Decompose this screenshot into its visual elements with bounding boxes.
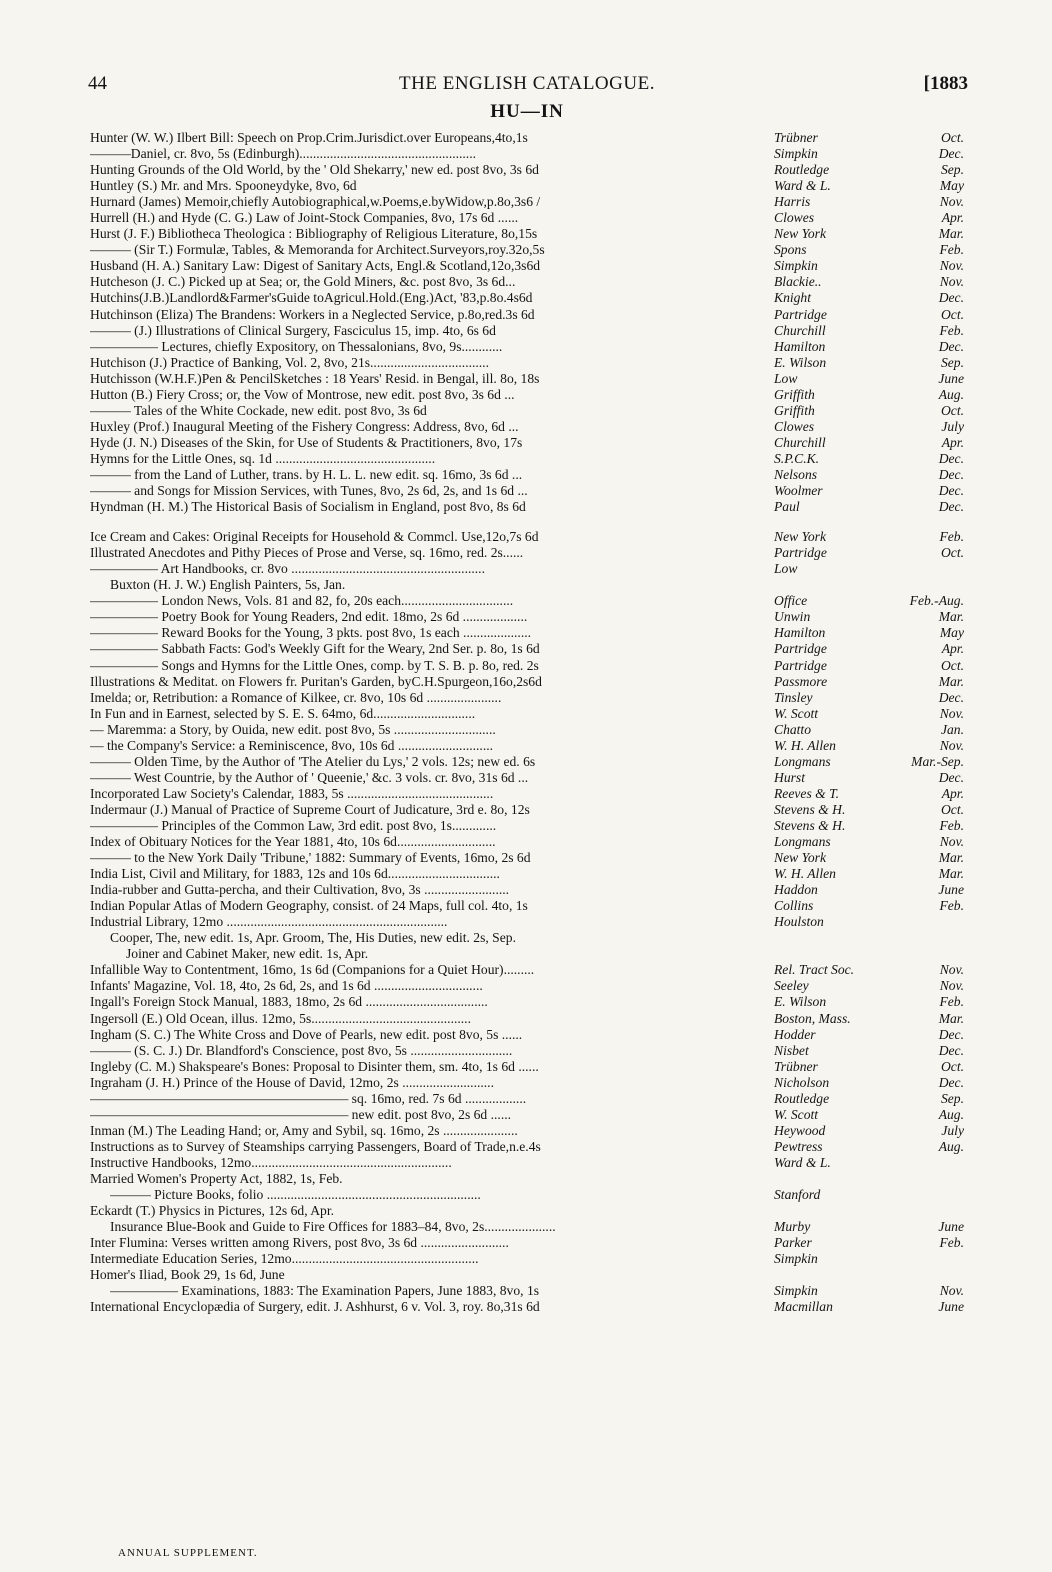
entry-month: Sep. [940,162,964,178]
entry-title: Instructions as to Survey of Steamships carrying Passengers, Board of Trade,n.e.4s [90,1138,541,1154]
catalogue-entry [90,1203,964,1219]
catalogue-entry [90,130,964,146]
page-title: THE ENGLISH CATALOGUE. [399,73,655,94]
entry-month: Dec. [938,769,964,785]
entry-title: ——————————————————— sq. 16mo, red. 7s 6d .................. [90,1090,527,1106]
entry-title: ——— to the New York Daily 'Tribune,' 1882: Summary of Events, 16mo, 2s 6d [90,850,531,866]
catalogue-entry [90,786,964,802]
entry-publisher: E. Wilson [774,354,827,370]
entry-publisher: Low [774,561,798,577]
entry-title: Huntley (S.) Mr. and Mrs. Spooneydyke, 8vo, 6d [90,178,357,194]
section-heading: HU—IN [490,101,564,122]
entry-publisher: Partridge [774,306,827,322]
entry-publisher: Seeley [774,978,809,994]
entry-publisher: New York [774,850,826,866]
entry-title: Eckardt (T.) Physics in Pictures, 12s 6d, Apr. [90,1203,335,1219]
entry-month: Oct. [940,801,964,817]
entry-title: ———Daniel, cr. 8vo, 5s (Edinburgh).................................................... [90,146,477,162]
entry-title: ————— Poetry Book for Young Readers, 2nd edit. 18mo, 2s 6d ................... [90,609,528,625]
catalogue-entry [90,577,964,593]
entry-month: July [941,1122,964,1138]
entry-month: Sep. [940,354,964,370]
entry-month: Dec. [938,338,964,354]
entry-month: Feb.-Aug. [909,593,964,609]
entry-publisher: Nicholson [774,1074,830,1090]
entry-title: Joiner and Cabinet Maker, new edit. 1s, Apr. [126,946,369,962]
entry-title: Hutton (B.) Fiery Cross; or, the Vow of Montrose, new edit. post 8vo, 3s 6d ... [90,386,515,402]
catalogue-entry [90,850,964,866]
entry-title: Hurnard (James) Memoir,chiefly Autobiographical,w.Poems,e.byWidow,p.8o,3s6 / [90,194,541,210]
catalogue-entry [90,946,964,962]
catalogue-entry [90,499,964,515]
entry-title: Inter Flumina: Verses written among Rivers, post 8vo, 3s 6d .......................... [90,1235,509,1251]
entry-title: Hurst (J. F.) Bibliotheca Theologica : Bibliography of Religious Literature, 8o,15s [90,226,538,242]
entry-month: Feb. [939,242,964,258]
catalogue-entry [90,690,964,706]
entry-publisher: Clowes [774,418,815,434]
entry-publisher: Haddon [774,882,818,898]
entry-list [90,130,964,1315]
entry-title: Industrial Library, 12mo ................................................................. [90,914,448,930]
catalogue-entry [90,339,964,355]
entry-title: India-rubber and Gutta-percha, and their Cultivation, 8vo, 3s ......................... [90,882,510,898]
catalogue-entry [90,994,964,1010]
catalogue-entry [90,467,964,483]
entry-title: ————— London News, Vols. 81 and 82, fo, 20s each................................. [90,593,514,609]
entry-month: Nov. [939,978,964,994]
catalogue-entry [90,1219,964,1235]
entry-publisher: Murby [774,1219,811,1235]
entry-title: ——————————————————— new edit. post 8vo, 2s 6d ...... [90,1106,512,1122]
catalogue-entry [90,1155,964,1171]
catalogue-entry [90,593,964,609]
entry-publisher: Knight [774,290,812,306]
catalogue-entry [90,307,964,323]
entry-month: Dec. [938,466,964,482]
entry-publisher: Woolmer [774,483,823,499]
entry-publisher: W. Scott [774,705,819,721]
entry-title: Hutchison (J.) Practice of Banking, Vol. 2, 8vo, 21s................................... [90,354,489,370]
entry-publisher: Spons [774,242,807,258]
entry-publisher: W. H. Allen [774,866,836,882]
catalogue-entry [90,1059,964,1075]
entry-publisher: Simpkin [774,1251,818,1267]
entry-month: Mar.-Sep. [911,753,964,769]
entry-publisher: Heywood [774,1122,826,1138]
entry-title: Insurance Blue-Book and Guide to Fire Offices for 1883–84, 8vo, 2s..................... [110,1219,556,1235]
entry-publisher: Harris [774,194,811,210]
entry-publisher: Simpkin [774,146,818,162]
entry-month: Aug. [938,1138,964,1154]
entry-month: Oct. [940,306,964,322]
entry-title: Ingham (S. C.) The White Cross and Dove of Pearls, new edit. post 8vo, 5s ...... [90,1026,523,1042]
entry-title: ——— Olden Time, by the Author of 'The Atelier du Lys,' 2 vols. 12s; new ed. 6s [90,753,536,769]
catalogue-entry [90,435,964,451]
section-gap [90,515,964,529]
entry-publisher: Boston, Mass. [774,1010,851,1026]
catalogue-entry [90,738,964,754]
entry-month: July [941,418,964,434]
entry-title: Imelda; or, Retribution: a Romance of Kilkee, cr. 8vo, 10s 6d ...................... [90,689,502,705]
catalogue-entry [90,226,964,242]
catalogue-entry [90,898,964,914]
catalogue-entry [90,1267,964,1283]
entry-title: Illustrations & Meditat. on Flowers fr. Puritan's Garden, byC.H.Spurgeon,16o,2s6d [90,673,542,689]
entry-publisher: Partridge [774,641,827,657]
entry-month: Oct. [940,402,964,418]
entry-month: Dec. [938,450,964,466]
page-year: [1883 [923,73,968,94]
entry-month: Nov. [939,1283,964,1299]
entry-title: ————— Art Handbooks, cr. 8vo ......................................................... [90,561,485,577]
catalogue-entry [90,978,964,994]
entry-title: Ingraham (J. H.) Prince of the House of David, 12mo, 2s ........................... [90,1074,494,1090]
entry-month: Nov. [939,834,964,850]
entry-title: In Fun and in Earnest, selected by S. E. S. 64mo, 6d.............................. [90,705,476,721]
entry-title: Ingleby (C. M.) Shakspeare's Bones: Proposal to Disinter them, sm. 4to, 1s 6d ...... [90,1058,539,1074]
entry-title: ——— (J.) Illustrations of Clinical Surgery, Fasciculus 15, imp. 4to, 6s 6d [90,322,496,338]
entry-title: Huxley (Prof.) Inaugural Meeting of the Fishery Congress: Address, 8vo, 6d ... [90,418,519,434]
catalogue-entry [90,545,964,561]
entry-publisher: Paul [774,499,800,515]
entry-title: — Maremma: a Story, by Ouida, new edit. post 8vo, 5s .............................. [90,721,496,737]
footer-note: ANNUAL SUPPLEMENT. [118,1547,258,1559]
entry-month: Oct. [940,1058,964,1074]
entry-title: ——— (S. C. J.) Dr. Blandford's Conscience, post 8vo, 5s .............................. [90,1042,513,1058]
entry-title: Incorporated Law Society's Calendar, 1883, 5s ........................................... [90,785,494,801]
entry-month: Nov. [939,274,964,290]
catalogue-entry [90,1139,964,1155]
catalogue-entry [90,962,964,978]
catalogue-entry [90,561,964,577]
entry-publisher: Ward & L. [774,178,831,194]
catalogue-entry [90,258,964,274]
entry-publisher: Office [774,593,808,609]
entry-publisher: Routledge [774,162,830,178]
entry-publisher: Hodder [774,1026,816,1042]
entry-month: Oct. [940,130,964,145]
catalogue-entry [90,674,964,690]
entry-title: Infallible Way to Contentment, 16mo, 1s 6d (Companions for a Quiet Hour)......... [90,962,535,978]
entry-title: Hymns for the Little Ones, sq. 1d ............................................... [90,450,436,466]
entry-month: Mar. [938,850,964,866]
entry-publisher: Longmans [774,834,831,850]
entry-title: ————— Sabbath Facts: God's Weekly Gift for the Weary, 2nd Ser. p. 8o, 1s 6d [90,641,540,657]
entry-title: ————— Reward Books for the Young, 3 pkts. post 8vo, 1s each .................... [90,625,532,641]
catalogue-entry [90,194,964,210]
entry-title: Ice Cream and Cakes: Original Receipts for Household & Commcl. Use,12o,7s 6d [90,529,539,545]
entry-title: ——— (Sir T.) Formulæ, Tables, & Memoranda for Architect.Surveyors,roy.32o,5s [90,242,545,258]
entry-month: Dec. [938,1026,964,1042]
entry-publisher: Low [774,370,798,386]
entry-publisher: Partridge [774,545,827,561]
entry-title: — the Company's Service: a Reminiscence, 8vo, 10s 6d ............................ [90,737,494,753]
entry-title: Index of Obituary Notices for the Year 1881, 4to, 10s 6d............................. [90,834,496,850]
entry-publisher: Tinsley [774,689,813,705]
catalogue-entry [90,1091,964,1107]
entry-publisher: Simpkin [774,258,818,274]
catalogue-entry [90,387,964,403]
entry-publisher: Nelsons [774,466,818,482]
catalogue-entry [90,451,964,467]
entry-publisher: Parker [774,1235,812,1251]
entry-publisher: E. Wilson [774,994,827,1010]
entry-month: Apr. [941,641,964,657]
entry-publisher: S.P.C.K. [774,450,820,466]
catalogue-entry [90,1011,964,1027]
catalogue-entry [90,403,964,419]
catalogue-entry [90,1251,964,1267]
entry-title: Hutchisson (W.H.F.)Pen & PencilSketches : 18 Years' Resid. in Bengal, ill. 8o, 18s [90,370,540,386]
entry-month: Sep. [940,1090,964,1106]
catalogue-entry [90,529,964,545]
entry-month: June [938,370,964,386]
catalogue-entry [90,323,964,339]
entry-month: Apr. [941,785,964,801]
entry-month: Mar. [938,1010,964,1026]
entry-publisher: Trübner [774,1058,818,1074]
entry-publisher: Churchill [774,322,826,338]
entry-publisher: Houlston [774,914,824,930]
entry-publisher: New York [774,529,826,545]
entry-month: Mar. [938,609,964,625]
entry-title: ——— from the Land of Luther, trans. by H. L. L. new edit. sq. 16mo, 3s 6d ... [90,466,523,482]
entry-title: Intermediate Education Series, 12mo....................................................... [90,1251,479,1267]
entry-title: ——— and Songs for Mission Services, with Tunes, 8vo, 2s 6d, 2s, and 1s 6d ... [90,483,528,499]
catalogue-entry [90,706,964,722]
entry-publisher: Stevens & H. [774,817,846,833]
entry-month: Aug. [938,1106,964,1122]
entry-month: June [938,882,964,898]
entry-publisher: Stevens & H. [774,801,846,817]
entry-title: ————— Examinations, 1883: The Examination Papers, June 1883, 8vo, 1s [110,1283,540,1299]
entry-title: ——— Picture Books, folio ............................................................... [110,1187,481,1203]
entry-publisher: Hamilton [774,625,826,641]
catalogue-entry [90,770,964,786]
entry-month: May [939,178,964,194]
entry-publisher: Simpkin [774,1283,818,1299]
entry-publisher: Hamilton [774,338,826,354]
entry-month: Aug. [938,386,964,402]
catalogue-entry [90,1123,964,1139]
entry-publisher: Stanford [774,1187,821,1203]
entry-publisher: Rel. Tract Soc. [774,962,855,978]
entry-month: Feb. [939,1235,964,1251]
entry-month: Mar. [938,866,964,882]
entry-publisher: Pewtress [774,1138,823,1154]
entry-publisher: Hurst [774,769,805,785]
entry-month: Dec. [938,146,964,162]
entry-publisher: Partridge [774,657,827,673]
catalogue-entry [90,355,964,371]
catalogue-entry [90,1299,964,1315]
entry-publisher: Unwin [774,609,811,625]
entry-title: Ingersoll (E.) Old Ocean, illus. 12mo, 5s............................................... [90,1010,471,1026]
entry-title: Hutchins(J.B.)Landlord&Farmer'sGuide toAgricul.Hold.(Eng.)Act, '83,p.8o.4s6d [90,290,533,306]
entry-title: Hurrell (H.) and Hyde (C. G.) Law of Joint-Stock Companies, 8vo, 17s 6d ...... [90,210,519,226]
entry-title: Hyde (J. N.) Diseases of the Skin, for Use of Students & Practitioners, 8vo, 17s [90,434,523,450]
entry-title: International Encyclopædia of Surgery, edit. J. Ashhurst, 6 v. Vol. 3, roy. 8o,31s 6d [90,1299,540,1315]
entry-publisher: Chatto [774,721,812,737]
catalogue-entry [90,483,964,499]
catalogue-entry [90,866,964,882]
catalogue-entry [90,754,964,770]
catalogue-entry [90,1171,964,1187]
catalogue-entry [90,818,964,834]
entry-publisher: Collins [774,898,814,914]
entry-publisher: Clowes [774,210,815,226]
entry-publisher: Reeves & T. [774,785,840,801]
entry-month: June [938,1299,964,1315]
entry-title: ——— Tales of the White Cockade, new edit. post 8vo, 3s 6d [90,402,427,418]
catalogue-entry [90,210,964,226]
entry-publisher: Routledge [774,1090,830,1106]
entry-title: Hunting Grounds of the Old World, by the ' Old Shekarry,' new ed. post 8vo, 3s 6d [90,162,539,178]
entry-title: ————— Principles of the Common Law, 3rd edit. post 8vo, 1s............. [90,817,497,833]
catalogue-page [88,0,968,1572]
entry-title: ————— Lectures, chiefly Expository, on Thessalonians, 8vo, 9s............ [90,338,503,354]
entry-title: Indian Popular Atlas of Modern Geography, consist. of 24 Maps, full col. 4to, 1s [90,898,528,914]
entry-month: Feb. [939,529,964,545]
entry-month: Feb. [939,994,964,1010]
catalogue-entry [90,658,964,674]
catalogue-entry [90,834,964,850]
entry-month: May [939,625,964,641]
catalogue-entry [90,930,964,946]
entry-title: Buxton (H. J. W.) English Painters, 5s, Jan. [110,577,346,593]
entry-title: Inman (M.) The Leading Hand; or, Amy and Sybil, sq. 16mo, 2s ...................... [90,1122,518,1138]
entry-publisher: Macmillan [774,1299,833,1315]
entry-month: Feb. [939,322,964,338]
catalogue-entry [90,641,964,657]
entry-title: Indermaur (J.) Manual of Practice of Supreme Court of Judicature, 3rd e. 8o, 12s [90,801,530,817]
entry-month: Mar. [938,673,964,689]
entry-title: Instructive Handbooks, 12mo........................................................... [90,1154,452,1170]
entry-publisher: Griffith [774,402,815,418]
entry-month: Feb. [939,898,964,914]
catalogue-entry [90,146,964,162]
entry-publisher: Passmore [774,673,828,689]
catalogue-entry [90,1187,964,1203]
entry-month: Nov. [939,737,964,753]
entry-publisher: Churchill [774,434,826,450]
entry-title: ————— Songs and Hymns for the Little Ones, comp. by T. S. B. p. 8o, red. 2s [90,657,539,673]
entry-publisher: W. Scott [774,1106,819,1122]
entry-month: Dec. [938,290,964,306]
page-number: 44 [88,73,107,94]
catalogue-entry [90,1107,964,1123]
catalogue-entry [90,178,964,194]
entry-title: Hyndman (H. M.) The Historical Basis of Socialism in England, post 8vo, 8s 6d [90,499,526,515]
entry-publisher: Ward & L. [774,1154,831,1170]
entry-month: Dec. [938,689,964,705]
entry-month: Apr. [941,210,964,226]
entry-title: ——— West Countrie, by the Author of ' Queenie,' &c. 3 vols. cr. 8vo, 31s 6d ... [90,769,529,785]
entry-publisher: Longmans [774,753,831,769]
entry-publisher: Trübner [774,130,818,145]
catalogue-entry [90,1075,964,1091]
entry-publisher: Griffith [774,386,815,402]
entry-publisher: W. H. Allen [774,737,836,753]
entry-title: Married Women's Property Act, 1882, 1s, Feb. [90,1171,343,1186]
entry-title: Cooper, The, new edit. 1s, Apr. Groom, The, His Duties, new edit. 2s, Sep. [110,930,516,946]
entry-month: June [938,1219,964,1235]
entry-month: Nov. [939,194,964,210]
catalogue-entry [90,274,964,290]
entry-publisher: Nisbet [774,1042,809,1058]
entry-title: Homer's Iliad, Book 29, 1s 6d, June [90,1267,285,1283]
entry-title: Illustrated Anecdotes and Pithy Pieces of Prose and Verse, sq. 16mo, red. 2s...... [90,545,524,561]
catalogue-entry [90,1283,964,1299]
page-header [88,73,968,103]
entry-month: Nov. [939,705,964,721]
entry-month: Nov. [939,962,964,978]
entry-title: Infants' Magazine, Vol. 18, 4to, 2s 6d, 2s, and 1s 6d ................................ [90,978,483,994]
entry-month: Feb. [939,817,964,833]
entry-month: Jan. [940,721,964,737]
catalogue-entry [90,914,964,930]
catalogue-entry [90,162,964,178]
catalogue-entry [90,371,964,387]
entry-publisher: Blackie.. [774,274,822,290]
catalogue-entry [90,609,964,625]
entry-month: Nov. [939,258,964,274]
entry-month: Mar. [938,226,964,242]
entry-month: Oct. [940,545,964,561]
catalogue-entry [90,802,964,818]
catalogue-entry [90,419,964,435]
entry-month: Oct. [940,657,964,673]
entry-month: Dec. [938,499,964,515]
entry-month: Dec. [938,1074,964,1090]
catalogue-entry [90,625,964,641]
entry-title: India List, Civil and Military, for 1883, 12s and 10s 6d................................. [90,866,500,882]
entry-publisher: New York [774,226,826,242]
entry-month: Apr. [941,434,964,450]
entry-title: Hutchinson (Eliza) The Brandens: Workers in a Neglected Service, p.8o,red.3s 6d [90,306,535,322]
entry-month: Dec. [938,1042,964,1058]
catalogue-entry [90,1235,964,1251]
catalogue-entry [90,1027,964,1043]
catalogue-entry [90,722,964,738]
catalogue-entry [90,290,964,306]
entry-title: Husband (H. A.) Sanitary Law: Digest of Sanitary Acts, Engl.& Scotland,12o,3s6d [90,258,541,274]
entry-title: Hunter (W. W.) Ilbert Bill: Speech on Prop.Crim.Jurisdict.over Europeans,4to,1s [90,130,528,145]
catalogue-entry [90,242,964,258]
entry-title: Ingall's Foreign Stock Manual, 1883, 18mo, 2s 6d .................................... [90,994,488,1010]
catalogue-entry [90,1043,964,1059]
catalogue-entry [90,882,964,898]
entry-month: Dec. [938,483,964,499]
entry-title: Hutcheson (J. C.) Picked up at Sea; or, the Gold Miners, &c. post 8vo, 3s 6d... [90,274,516,290]
